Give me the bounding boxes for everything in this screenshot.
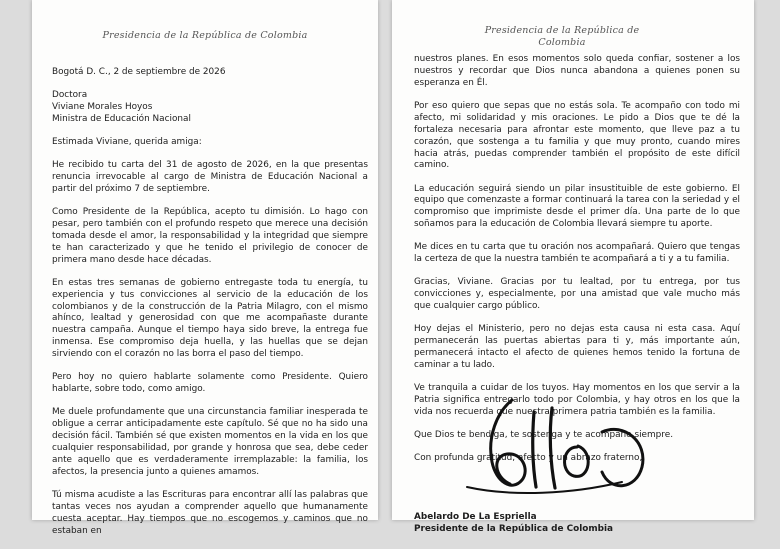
- paragraph: Ve tranquila a cuidar de los tuyos. Hay momentos en los que servir a la Patria significa entregarlo todo por Colombia, y hay otros en los que la vida nos recuerda que nuestra primera patria también es la familia.: [414, 383, 740, 417]
- paragraph: Me duele profundamente que una circunstancia familiar inesperada te obligue a cerrar anticipadamente este capítulo. Sé que no ha sido una decisión fácil. También sé que existen momentos en la vida en los que cualquier responsabilidad, por grande y honrosa que sea, debe ceder ante aquello que es verdaderamente irremplazable: la familia, los afectos, la presencia junto a quienes amamos.: [52, 407, 368, 477]
- recipient-block: [52, 90, 368, 126]
- paragraph: Gracias, Viviane. Gracias por tu lealtad, por tu entrega, por tus convicciones y, especialmente, por una amistad que vale mucho más que cualquier cargo público.: [414, 277, 740, 312]
- paragraph: Hoy dejas el Ministerio, pero no dejas esta causa ni esta casa. Aquí permanecerán las puertas abiertas para ti y, más importante aún, permanecerá intacto el afecto de quienes hemos tenido la fortuna de caminar a tu lado.: [414, 324, 740, 370]
- letter-page-2: [392, 0, 754, 535]
- recipient-position: Ministra de Educación Nacional: [52, 113, 191, 124]
- letter-page-1: [32, 0, 378, 536]
- salutation: Estimada Viviane, querida amiga:: [52, 137, 202, 147]
- paragraph: Como Presidente de la República, acepto tu dimisión. Lo hago con pesar, pero también con el profundo respeto que merece una decisión tomada desde el amor, la responsabilidad y la integridad que siempre te han caracterizado y que he tenido el privilegio de conocer de primera mano desde hace décadas.: [52, 207, 368, 265]
- paragraph: Me dices en tu carta que tu oración nos acompañará. Quiero que tengas la certeza de que la nuestra también te acompañará a ti y a tu familia.: [414, 242, 740, 265]
- letterhead: Presidencia de la República de Colombia: [102, 30, 308, 41]
- paragraph: Tú misma acudiste a las Escrituras para encontrar allí las palabras que tantas veces nos ayudan a comprender aquello que humanamente cuesta aceptar. Hay tiempos que no escogemos y caminos que no estaban en: [52, 489, 368, 536]
- recipient-name: Viviane Morales Hoyos: [52, 102, 153, 112]
- paragraph: La educación seguirá siendo un pilar insustituible de este gobierno. El equipo que comenzaste a formar continuará la tarea con la seriedad y el compromiso que imprimiste desde el primer día. Una parte de lo que soñamos para la educación de Colombia llevará siempre tu aporte.: [414, 183, 740, 230]
- paragraph: nuestros planes. En esos momentos solo queda confiar, sostener a los nuestros y recordar que Dios nunca abandona a quienes ponen su esperanza en Él.: [414, 54, 740, 88]
- closing: Con profunda gratitud, afecto y un abrazo fraterno,: [414, 453, 643, 464]
- signer-name: Abelardo De La Espriella: [414, 512, 537, 523]
- recipient-title: Doctora: [52, 90, 88, 101]
- signer-title: Presidente de la República de Colombia: [414, 524, 613, 535]
- blessing: Que Dios te bendiga, te sostenga y te acompañe siempre.: [414, 429, 674, 440]
- letterhead: Presidencia de la República de Colombia: [484, 25, 640, 48]
- paragraph: En estas tres semanas de gobierno entregaste toda tu energía, tu experiencia y tus convicciones al servicio de la educación de los colombianos y de la construcción de la Patria Milagro, con el mismo ahínco, lealtad y generosidad con que me acompañaste durante nuestra campaña. Aunque el tiempo haya sido breve, la entrega fue inmensa. Ese compromiso deja huella, y las huellas que se dejan sirviendo con el corazón no las borra el paso del tiempo.: [52, 277, 368, 360]
- paragraph: Por eso quiero que sepas que no estás sola. Te acompaño con todo mi afecto, mi solidaridad y mis oraciones. Le pido a Dios que te dé la fortaleza necesaria para afrontar este momento, que lleve paz a tu corazón, que sostenga a tu familia y que muy pronto, cuando mires hacia atrás, puedas comprender también el propósito de este difícil camino.: [414, 100, 740, 171]
- letter-date: Bogotá D. C., 2 de septiembre de 2026: [52, 67, 226, 77]
- letter-body-page-1: [52, 67, 368, 549]
- paragraph: He recibido tu carta del 31 de agosto de 2026, en la que presentas renuncia irrevocable al cargo de Ministra de Educación Nacional a partir del próximo 7 de septiembre.: [52, 160, 368, 194]
- handwritten-signature: [452, 392, 652, 507]
- paragraph: Pero hoy no quiero hablarte solamente como Presidente. Quiero hablarte, sobre todo, como amigo.: [52, 372, 368, 395]
